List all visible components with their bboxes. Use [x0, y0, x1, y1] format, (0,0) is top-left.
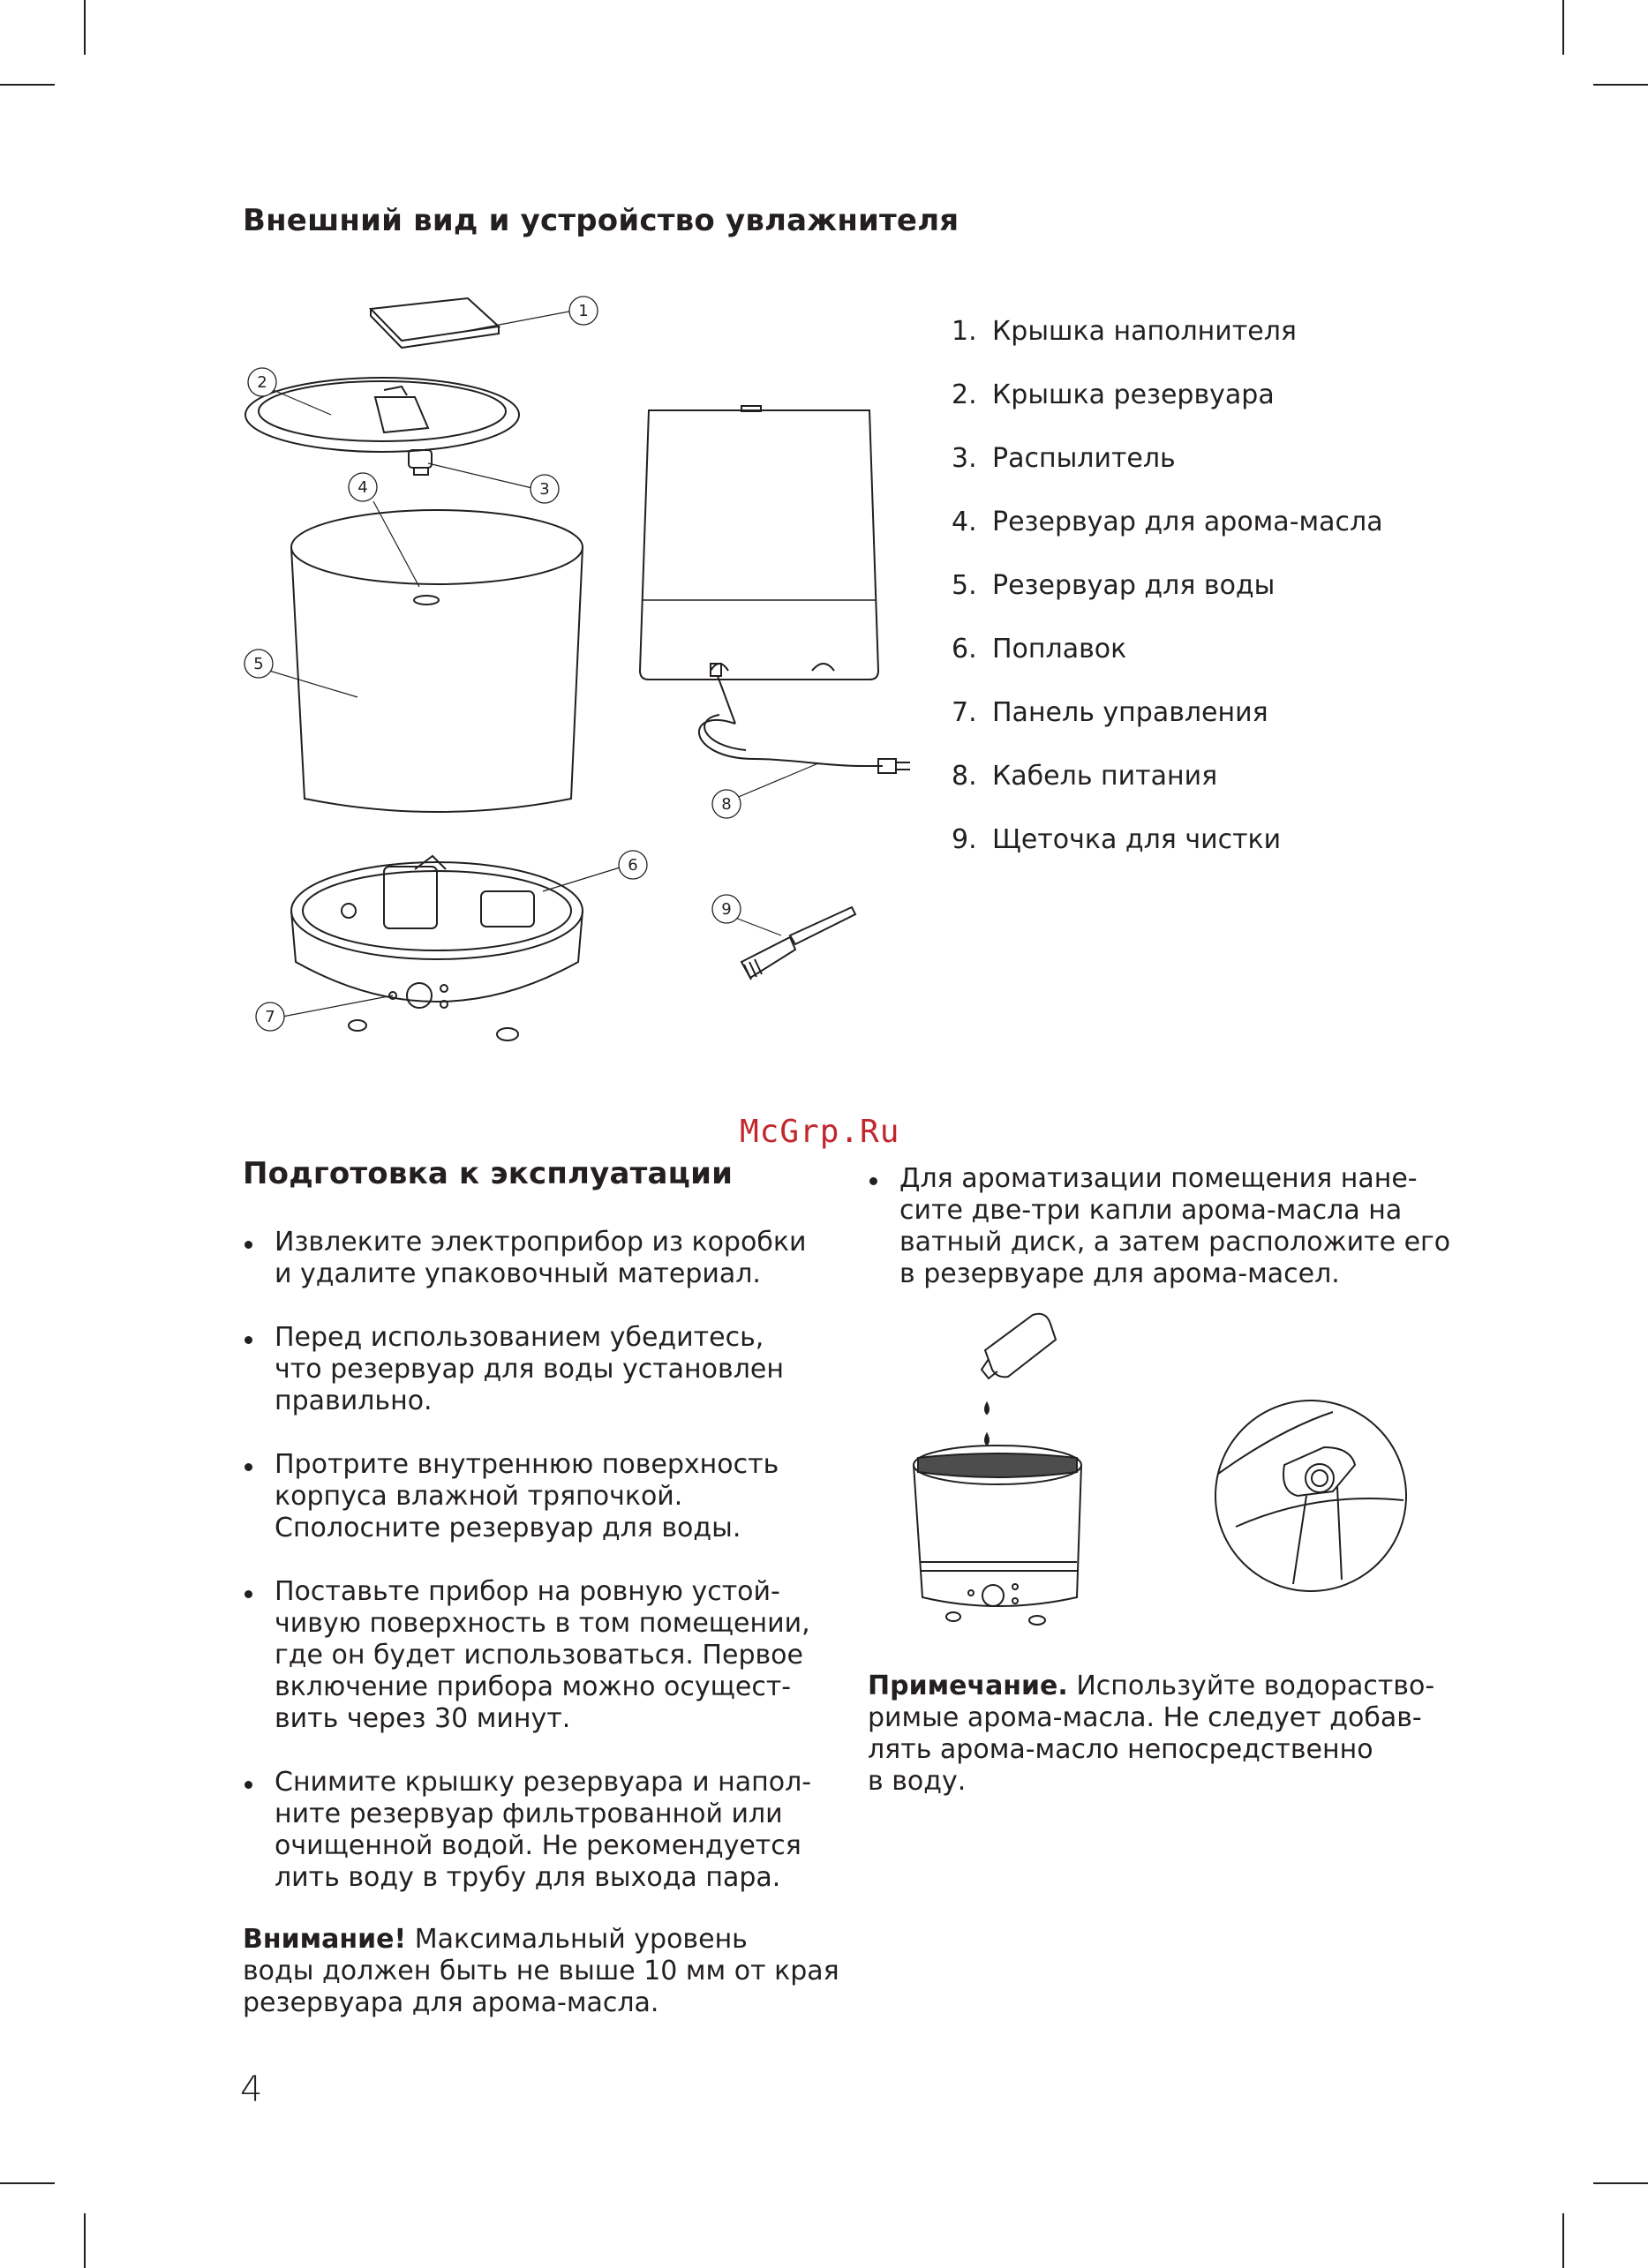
- note-label: Примечание.: [868, 1671, 1068, 1701]
- crop-mark: [1562, 2213, 1564, 2268]
- crop-mark: [1593, 84, 1648, 86]
- list-item: 2. Крышка резервуара: [952, 379, 1275, 410]
- note-text: Используйте водораство- римые арома-масла. Не следует добав- лять арома-масло непосредственно в воду.: [868, 1671, 1435, 1797]
- callout-7: 7: [265, 1008, 275, 1026]
- crop-mark: [0, 84, 55, 86]
- tank-lid-illustration: [245, 378, 519, 452]
- list-item: Для ароматизации помещения нане- сите две-три капли арома-масла на ватный диск, а затем расположите его в резервуаре для арома-масел.: [868, 1163, 1486, 1290]
- cleaning-brush-illustration: [741, 907, 855, 980]
- watermark[interactable]: McGrp.Ru: [740, 1114, 900, 1150]
- list-item: 8. Кабель питания: [952, 761, 1218, 792]
- filler-lid-illustration: [371, 298, 499, 348]
- list-item: Поставьте прибор на ровную устой- чивую поверхность в том помещении, где он будет использоваться. Первое включение прибора можно осущест- вить через 30 минут.: [243, 1576, 825, 1735]
- callout-5: 5: [253, 655, 264, 673]
- page-number: 4: [240, 2069, 263, 2110]
- aroma-drop-illustration: [900, 1306, 1112, 1641]
- callout-3: 3: [539, 480, 550, 499]
- list-item: 5. Резервуар для воды: [952, 570, 1276, 601]
- list-item: 1. Крышка наполнителя: [952, 316, 1297, 347]
- list-item: 4. Резервуар для арома-масла: [952, 507, 1383, 537]
- assembled-unit-illustration: [640, 406, 878, 680]
- atomizer-illustration: [409, 450, 432, 475]
- list-item: Перед использованием убедитесь, что резервуар для воды установлен правильно.: [243, 1322, 825, 1417]
- water-tank-illustration: [291, 510, 583, 812]
- power-cable-illustration: [699, 676, 910, 773]
- crop-mark: [1593, 2182, 1648, 2184]
- prep-list: [243, 1227, 825, 1926]
- base-illustration: [291, 856, 583, 1040]
- list-item: Протрите внутреннюю поверхность корпуса влажной тряпочкой. Сполосните резервуар для воды.: [243, 1449, 825, 1544]
- crop-mark: [84, 0, 86, 55]
- aroma-detail-illustration: [1209, 1394, 1412, 1597]
- list-item: Снимите крышку резервуара и напол- ните резервуар фильтрованной или очищенной водой. Не рекомендуется лить воду в трубу для выхода пара.: [243, 1767, 825, 1894]
- prep-heading: Подготовка к эксплуатации: [243, 1156, 734, 1191]
- warning-label: Внимание!: [243, 1924, 407, 1955]
- note-paragraph: [868, 1671, 1434, 1798]
- callout-1: 1: [578, 302, 589, 320]
- list-item: 7. Панель управления: [952, 697, 1268, 728]
- crop-mark: [1562, 0, 1564, 55]
- callout-8: 8: [721, 795, 732, 814]
- parts-list: [952, 300, 1383, 872]
- warning-paragraph: [243, 1924, 839, 2019]
- list-item: Извлеките электроприбор из коробки и удалите упаковочный материал.: [243, 1227, 825, 1290]
- crop-mark: [84, 2213, 86, 2268]
- device-heading: Внешний вид и устройство увлажнителя: [243, 203, 959, 238]
- exploded-diagram: [225, 282, 931, 1059]
- callout-9: 9: [721, 900, 732, 919]
- callout-2: 2: [257, 373, 267, 392]
- list-item: 3. Распылитель: [952, 443, 1176, 474]
- callout-4: 4: [357, 478, 368, 497]
- list-item: 9. Щеточка для чистки: [952, 824, 1282, 855]
- crop-mark: [0, 2182, 55, 2184]
- aroma-list: [868, 1163, 1486, 1322]
- warning-text: Максимальный уровень воды должен быть не выше 10 мм от края резервуара для арома-масла.: [243, 1924, 839, 2018]
- list-item: 6. Поплавок: [952, 634, 1127, 665]
- callout-6: 6: [628, 856, 638, 875]
